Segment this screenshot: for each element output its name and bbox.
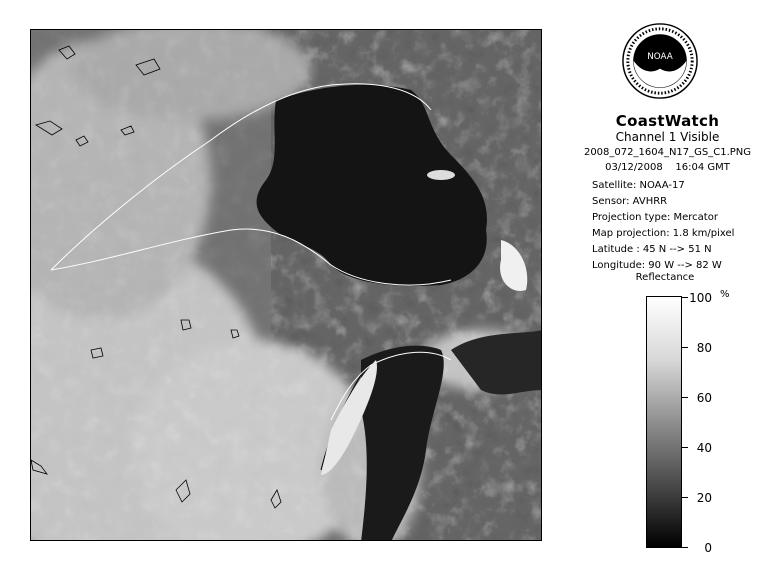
channel-label: Channel 1 Visible	[615, 130, 720, 144]
colorbar-tick-label: 20	[696, 491, 712, 505]
satellite-map-icon	[31, 30, 542, 541]
image-datetime: 03/12/2008 16:04 GMT	[605, 162, 730, 173]
satellite-info: Satellite: NOAA-17	[592, 180, 685, 191]
colorbar-tick-label: 40	[696, 441, 712, 455]
sensor-info: Sensor: AVHRR	[592, 196, 668, 207]
longitude-info: Longitude: 90 W --> 82 W	[592, 260, 722, 271]
noaa-logo-icon	[621, 22, 699, 100]
projection-info: Projection type: Mercator	[592, 212, 718, 223]
logo-center-text: NOAA	[647, 52, 673, 63]
colorbar-tick-label: 100	[689, 291, 712, 305]
colorbar-tick-label: 80	[696, 341, 712, 355]
inland-lake	[427, 170, 455, 180]
colorbar-tick-label: 0	[704, 541, 712, 555]
satellite-image	[30, 29, 542, 541]
resolution-info: Map projection: 1.8 km/pixel	[592, 228, 735, 239]
image-filename: 2008_072_1604_N17_GS_C1.PNG	[583, 147, 752, 158]
colorbar	[646, 296, 682, 548]
latitude-info: Latitude : 45 N --> 51 N	[592, 244, 712, 255]
colorbar-tick-label: 60	[696, 391, 712, 405]
colorbar-unit: %	[720, 289, 730, 300]
colorbar-title: Reflectance	[635, 272, 695, 283]
brand-title: CoastWatch	[615, 112, 720, 130]
